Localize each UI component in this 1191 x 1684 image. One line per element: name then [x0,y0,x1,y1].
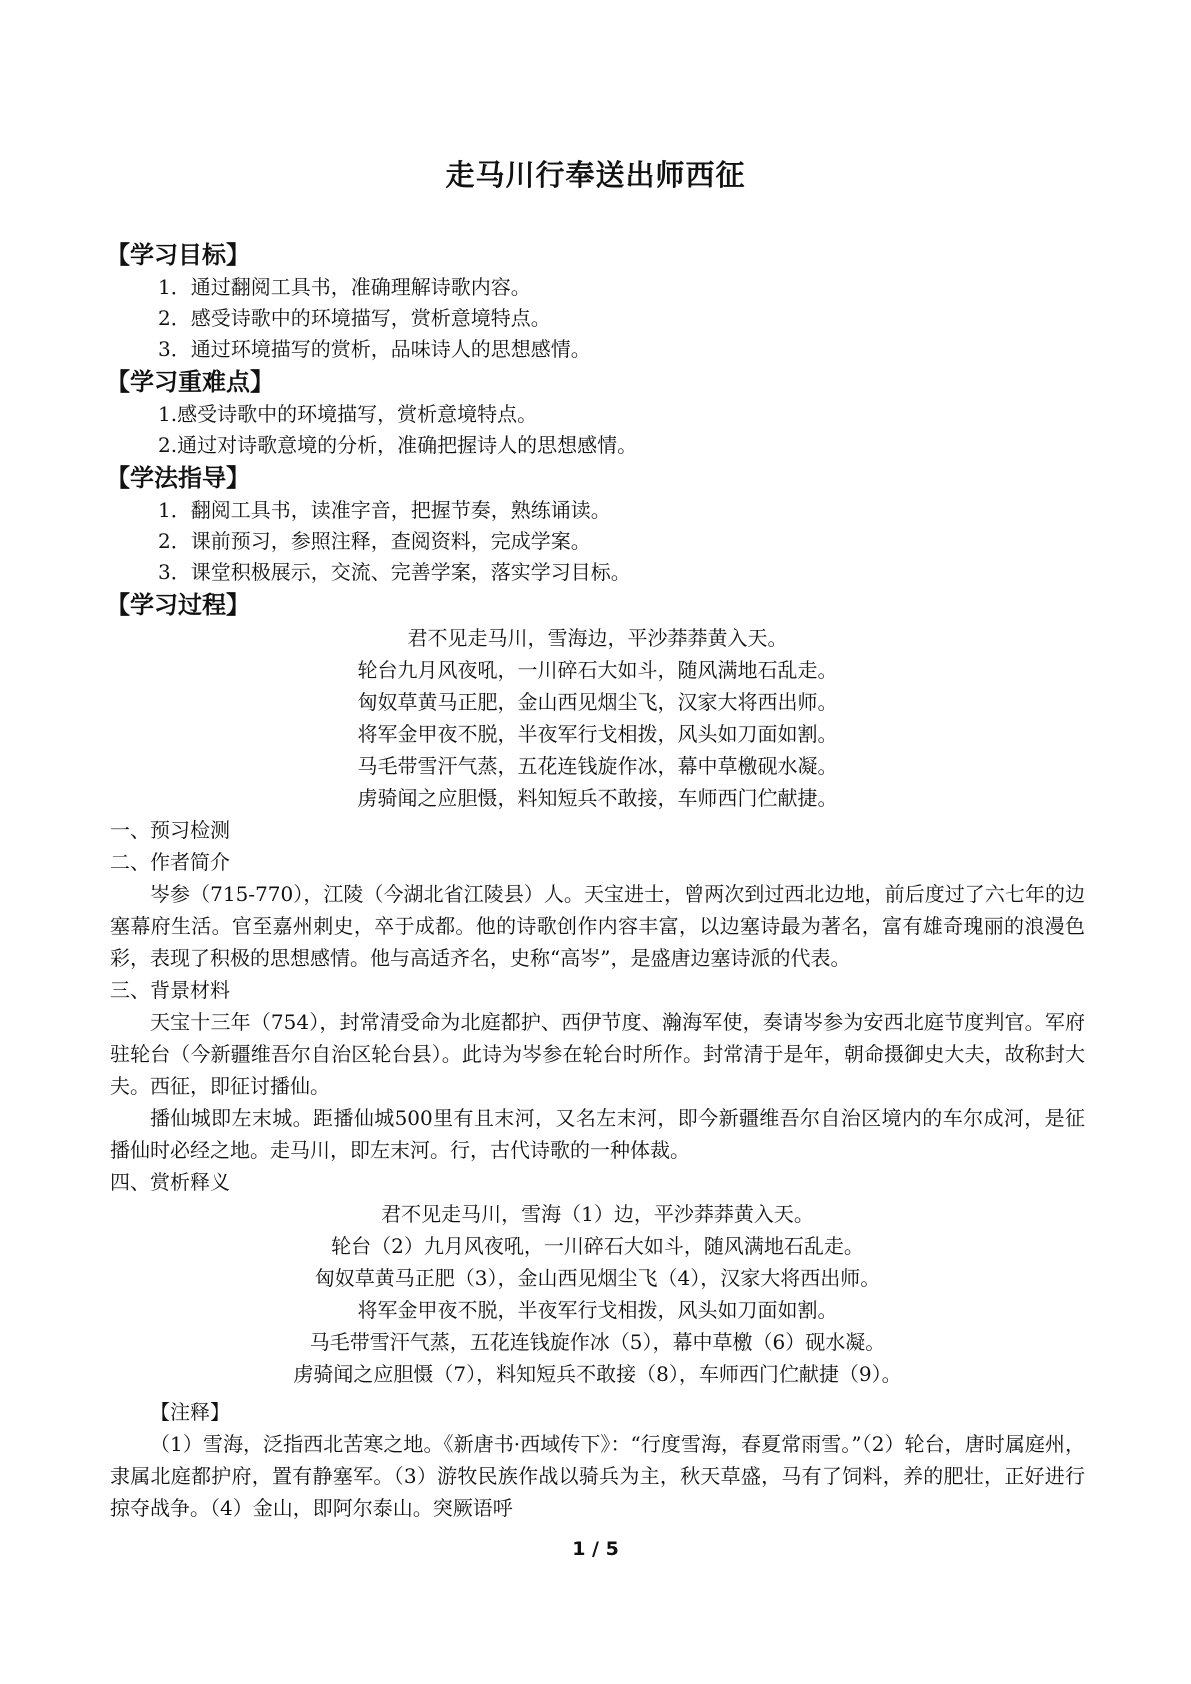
poem-line: 虏骑闻之应胆慑（7），料知短兵不敢接（8），车师西门伫献捷（9）。 [293,1362,902,1386]
goal-item: 1．通过翻阅工具书，准确理解诗歌内容。 [158,275,531,299]
method-item: 3．课堂积极展示，交流、完善学案，落实学习目标。 [158,560,631,584]
section-heading: 三、背景材料 [110,978,230,1002]
method-item: 1．翻阅工具书，读准字音，把握节奏，熟练诵读。 [158,498,611,522]
poem-line: 君不见走马川，雪海边，平沙莽莽黄入天。 [407,626,788,650]
poem-line: 轮台九月风夜吼，一川碎石大如斗，随风满地石乱走。 [357,658,838,682]
poem-line: 马毛带雪汗气蒸，五花连钱旋作冰，幕中草檄砚水凝。 [357,754,838,778]
author-paragraph: 岑参（715-770），江陵（今湖北省江陵县）人。天宝进士，曾两次到过西北边地，前后度过了六七年的边塞幕府生活。官至嘉州刺史，卒于成都。他的诗歌创作内容丰富，以边塞诗最为著名，富有雄奇瑰丽的浪漫色彩，表现了积极的思想感情。他与高适齐名，史称“高岑”，是盛唐边塞诗派的代表。 [110,882,1085,970]
notes-heading: 【注释】 [150,1400,230,1424]
page-title: 走马川行奉送出师西征 [445,158,746,192]
poem-line: 匈奴草黄马正肥（3），金山西见烟尘飞（4），汉家大将西出师。 [314,1266,881,1290]
poem-line: 匈奴草黄马正肥，金山西见烟尘飞，汉家大将西出师。 [357,690,838,714]
goal-item: 2．感受诗歌中的环境描写，赏析意境特点。 [158,306,551,330]
page-number: 1 / 5 [572,1538,619,1560]
process-heading: 【学习过程】 [106,591,250,619]
method-item: 2．课前预习，参照注释，查阅资料，完成学案。 [158,529,591,553]
notes-paragraph: （1）雪海，泛指西北苦寒之地。《新唐书·西域传下》：“行度雪海，春夏常雨雪。”（2）轮台，唐时属庭州，隶属北庭都护府，置有静塞军。（3）游牧民族作战以骑兵为主，秋天草盛，马有了饲料，养的肥壮，正好进行掠夺战争。（4）金山，即阿尔泰山。突厥语呼 [110,1432,1085,1520]
difficulty-item: 2.通过对诗歌意境的分析，准确把握诗人的思想感情。 [158,433,638,457]
poem-line: 君不见走马川，雪海（1）边，平沙莽莽黄入天。 [381,1202,814,1226]
poem-line: 虏骑闻之应胆慑，料知短兵不敢接，车师西门伫献捷。 [357,786,838,810]
difficulties-heading: 【学习重难点】 [106,368,274,396]
section-heading: 一、预习检测 [110,818,230,842]
poem-line: 将军金甲夜不脱，半夜军行戈相拨，风头如刀面如割。 [357,1298,838,1322]
annotated-poem [110,1198,1085,1390]
poem-line: 将军金甲夜不脱，半夜军行戈相拨，风头如刀面如割。 [357,722,838,746]
difficulty-item: 1.感受诗歌中的环境描写，赏析意境特点。 [158,402,538,426]
background-paragraph: 天宝十三年（754），封常清受命为北庭都护、西伊节度、瀚海军使，奏请岑参为安西北庭节度判官。军府驻轮台（今新疆维吾尔自治区轮台县）。此诗为岑参在轮台时所作。封常清于是年，朝命摄御史大夫，故称封大夫。西征，即征讨播仙。 [110,1010,1085,1098]
document-body [106,238,1085,1524]
background-paragraph: 播仙城即左末城。距播仙城500里有且末河，又名左末河，即今新疆维吾尔自治区境内的车尔成河，是征播仙时必经之地。走马川，即左末河。行，古代诗歌的一种体裁。 [110,1106,1085,1162]
poem-line: 马毛带雪汗气蒸，五花连钱旋作冰（5），幕中草檄（6）砚水凝。 [309,1330,886,1354]
methods-heading: 【学法指导】 [106,464,250,492]
poem-line: 轮台（2）九月风夜吼，一川碎石大如斗，随风满地石乱走。 [331,1234,864,1258]
goal-item: 3．通过环境描写的赏析，品味诗人的思想感情。 [158,337,591,361]
goals-heading: 【学习目标】 [106,241,250,269]
section-heading: 四、赏析释义 [110,1170,230,1194]
poem-text [110,622,1085,814]
section-heading: 二、作者简介 [110,850,230,874]
